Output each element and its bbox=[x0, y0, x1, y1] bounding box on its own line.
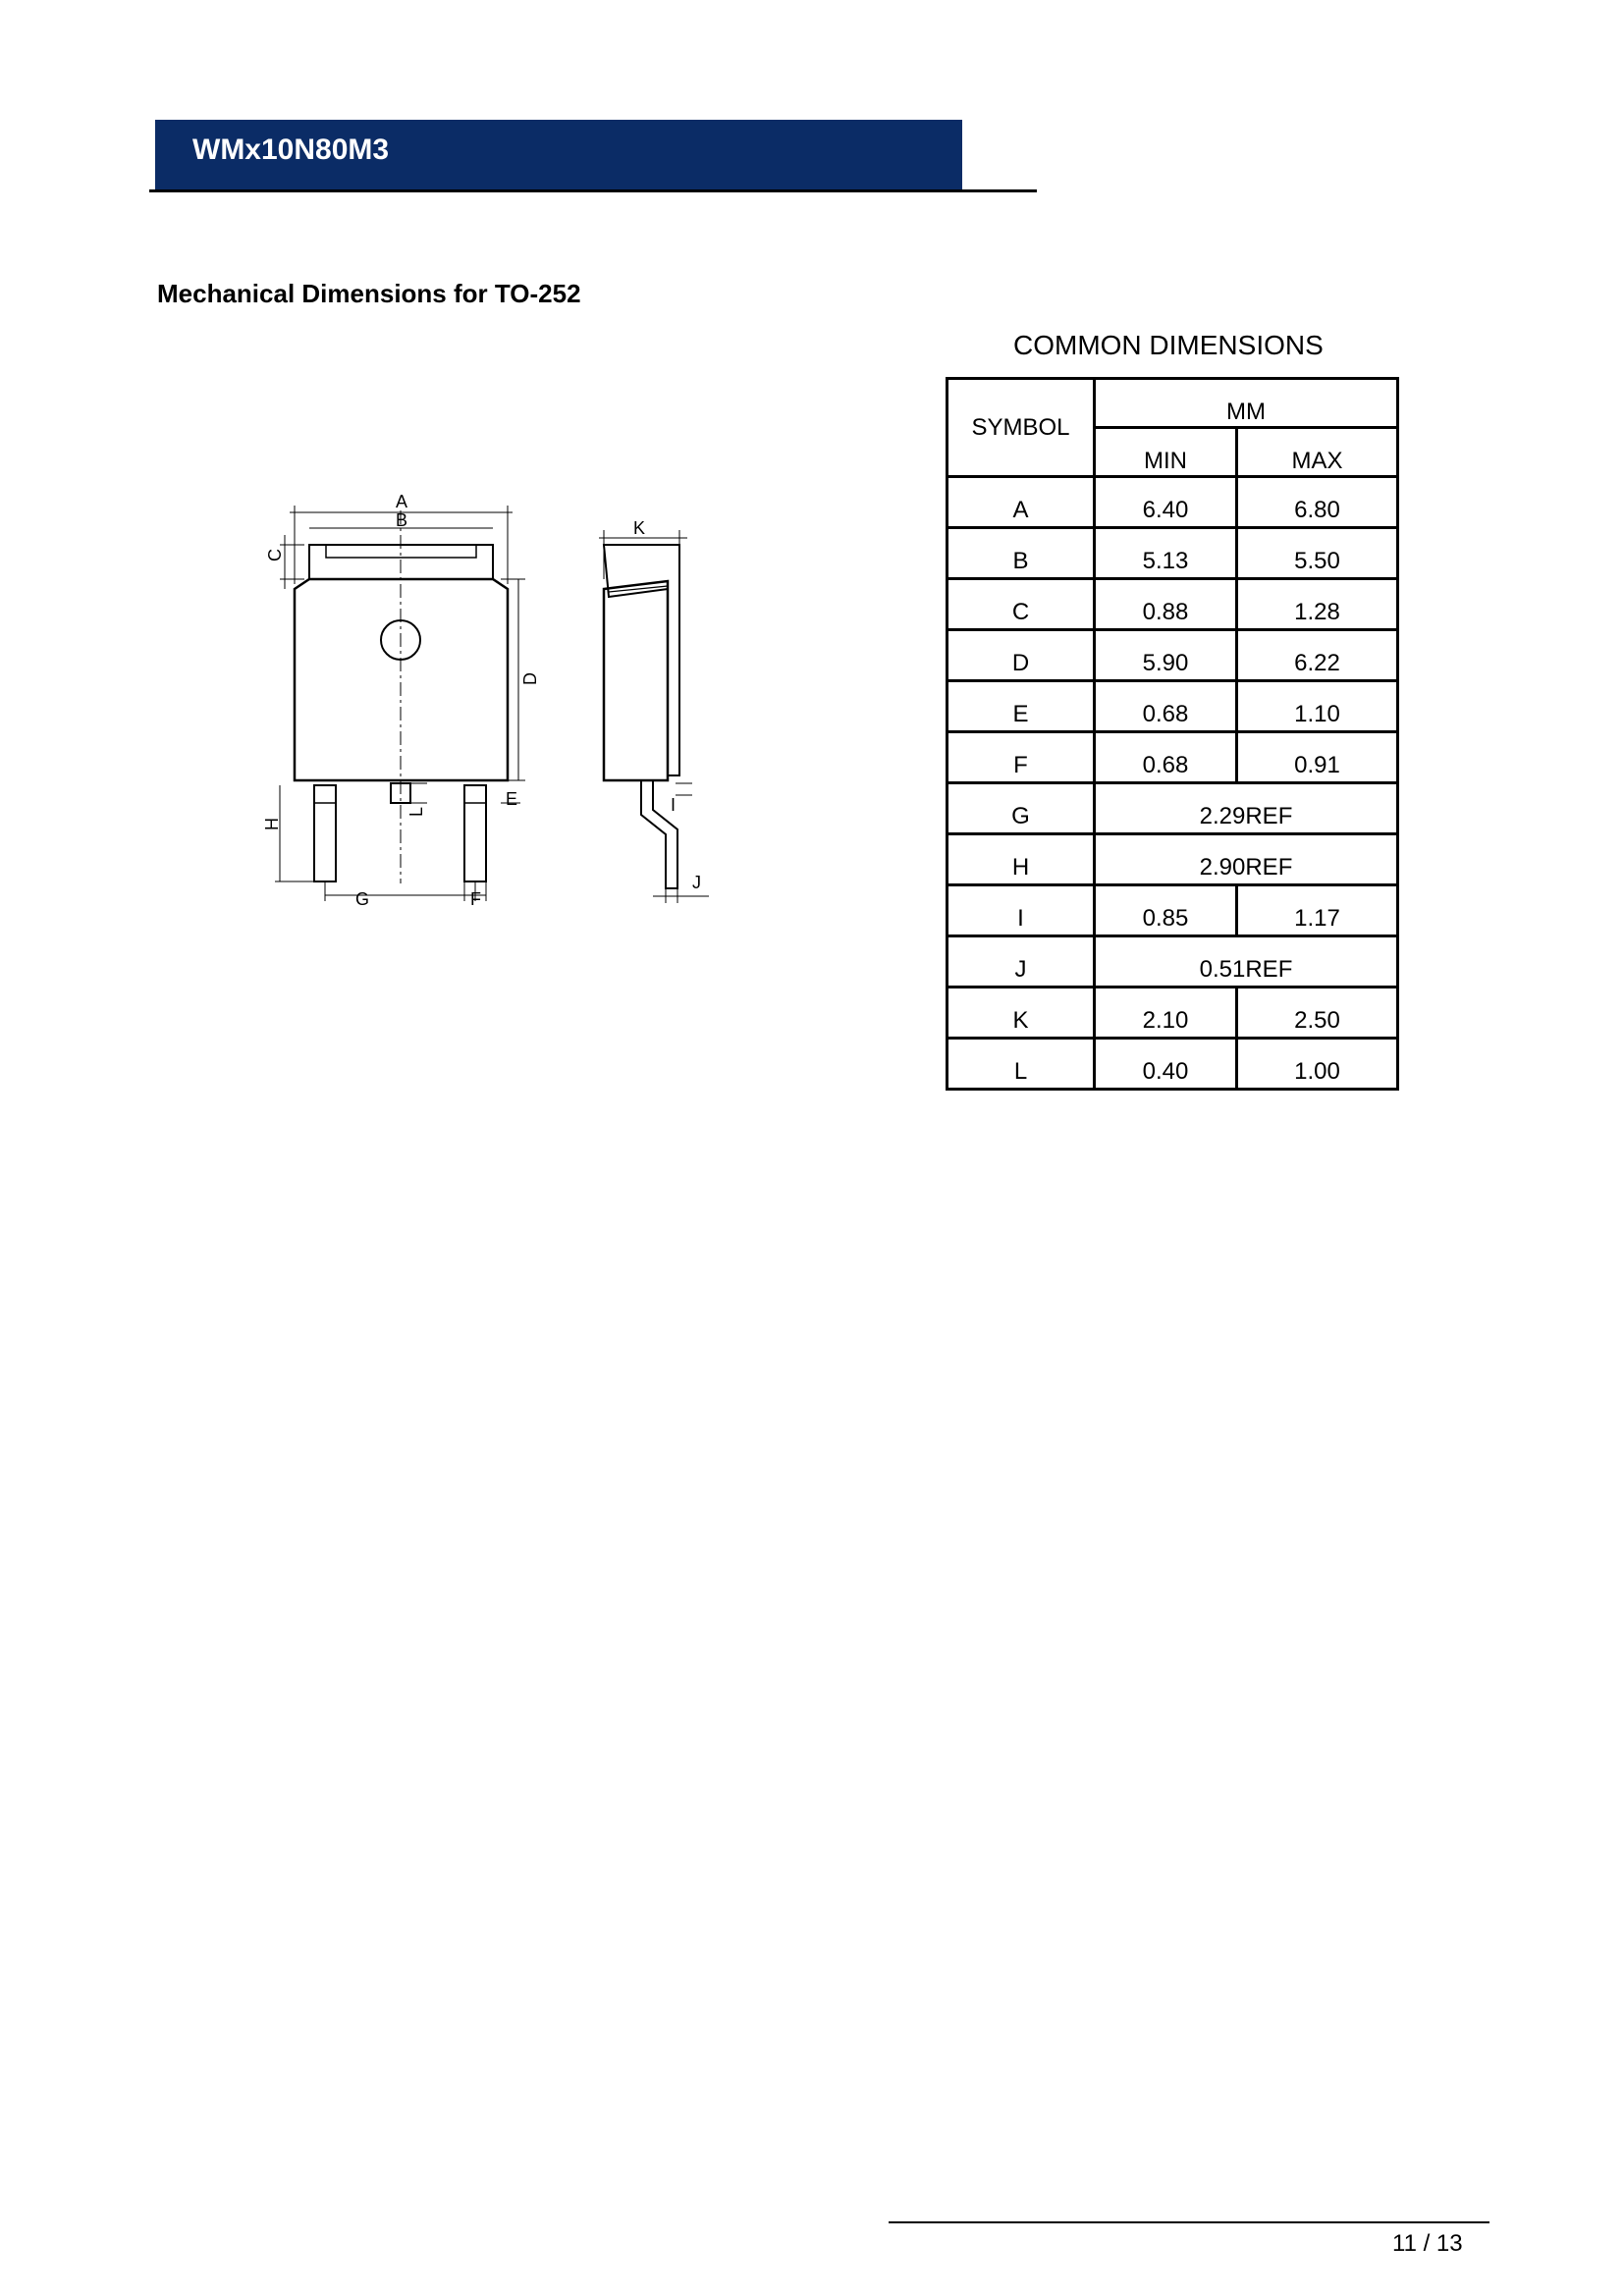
symbol-cell: B bbox=[947, 528, 1095, 579]
unit-header: MM bbox=[1095, 379, 1398, 428]
dimensions-table bbox=[946, 377, 1399, 1091]
table-row bbox=[947, 988, 1398, 1039]
max-cell: 1.10 bbox=[1237, 681, 1398, 732]
section-title: Mechanical Dimensions for TO-252 bbox=[157, 279, 581, 308]
symbol-cell: H bbox=[947, 834, 1095, 885]
symbol-cell: J bbox=[947, 936, 1095, 988]
max-cell: 0.91 bbox=[1237, 732, 1398, 783]
symbol-cell: K bbox=[947, 988, 1095, 1039]
symbol-cell: E bbox=[947, 681, 1095, 732]
min-cell: 5.13 bbox=[1095, 528, 1237, 579]
min-cell: 0.68 bbox=[1095, 732, 1237, 783]
lead-left bbox=[314, 785, 336, 881]
table-row bbox=[947, 681, 1398, 732]
max-cell: 1.28 bbox=[1237, 579, 1398, 630]
dim-label-a: A bbox=[396, 492, 408, 511]
dim-label-b: B bbox=[396, 510, 408, 530]
max-cell: 6.22 bbox=[1237, 630, 1398, 681]
ref-cell: 2.29REF bbox=[1095, 783, 1398, 834]
to252-package-drawing bbox=[255, 491, 727, 913]
table-row bbox=[947, 528, 1398, 579]
min-cell: 6.40 bbox=[1095, 477, 1237, 528]
max-header: MAX bbox=[1237, 428, 1398, 477]
dim-label-f: F bbox=[470, 889, 481, 909]
table-row bbox=[947, 834, 1398, 885]
footer-rule bbox=[889, 2221, 1489, 2223]
ref-cell: 2.90REF bbox=[1095, 834, 1398, 885]
dim-label-i: I bbox=[671, 795, 677, 815]
symbol-cell: D bbox=[947, 630, 1095, 681]
dim-label-h: H bbox=[262, 818, 282, 830]
symbol-cell: L bbox=[947, 1039, 1095, 1090]
min-cell: 0.85 bbox=[1095, 885, 1237, 936]
table-caption: COMMON DIMENSIONS bbox=[1013, 330, 1324, 360]
max-cell: 1.00 bbox=[1237, 1039, 1398, 1090]
min-cell: 5.90 bbox=[1095, 630, 1237, 681]
min-cell: 0.88 bbox=[1095, 579, 1237, 630]
min-cell: 0.68 bbox=[1095, 681, 1237, 732]
dim-label-k: K bbox=[633, 518, 646, 538]
min-cell: 2.10 bbox=[1095, 988, 1237, 1039]
side-view-body bbox=[604, 581, 668, 780]
document-title: WMx10N80M3 bbox=[192, 133, 390, 166]
table-row bbox=[947, 630, 1398, 681]
table-row bbox=[947, 936, 1398, 988]
symbol-cell: C bbox=[947, 579, 1095, 630]
dim-label-g: G bbox=[355, 889, 370, 909]
table-row bbox=[947, 783, 1398, 834]
ref-cell: 0.51REF bbox=[1095, 936, 1398, 988]
dim-label-j: J bbox=[692, 873, 701, 892]
dim-label-l: L bbox=[406, 806, 426, 817]
max-cell: 2.50 bbox=[1237, 988, 1398, 1039]
table-row bbox=[947, 1039, 1398, 1090]
symbol-cell: G bbox=[947, 783, 1095, 834]
table-row bbox=[947, 477, 1398, 528]
min-cell: 0.40 bbox=[1095, 1039, 1237, 1090]
min-header: MIN bbox=[1095, 428, 1237, 477]
symbol-cell: F bbox=[947, 732, 1095, 783]
symbol-cell: A bbox=[947, 477, 1095, 528]
dim-label-e: E bbox=[506, 789, 518, 809]
max-cell: 1.17 bbox=[1237, 885, 1398, 936]
header-rule bbox=[149, 189, 1037, 192]
table-row bbox=[947, 885, 1398, 936]
symbol-cell: I bbox=[947, 885, 1095, 936]
symbol-header: SYMBOL bbox=[947, 379, 1095, 477]
max-cell: 5.50 bbox=[1237, 528, 1398, 579]
dim-label-c: C bbox=[265, 549, 285, 561]
page-number: 11 / 13 bbox=[1392, 2230, 1463, 2257]
max-cell: 6.80 bbox=[1237, 477, 1398, 528]
table-row bbox=[947, 732, 1398, 783]
lead-right bbox=[464, 785, 486, 881]
table-row bbox=[947, 579, 1398, 630]
dim-label-d: D bbox=[520, 672, 540, 685]
